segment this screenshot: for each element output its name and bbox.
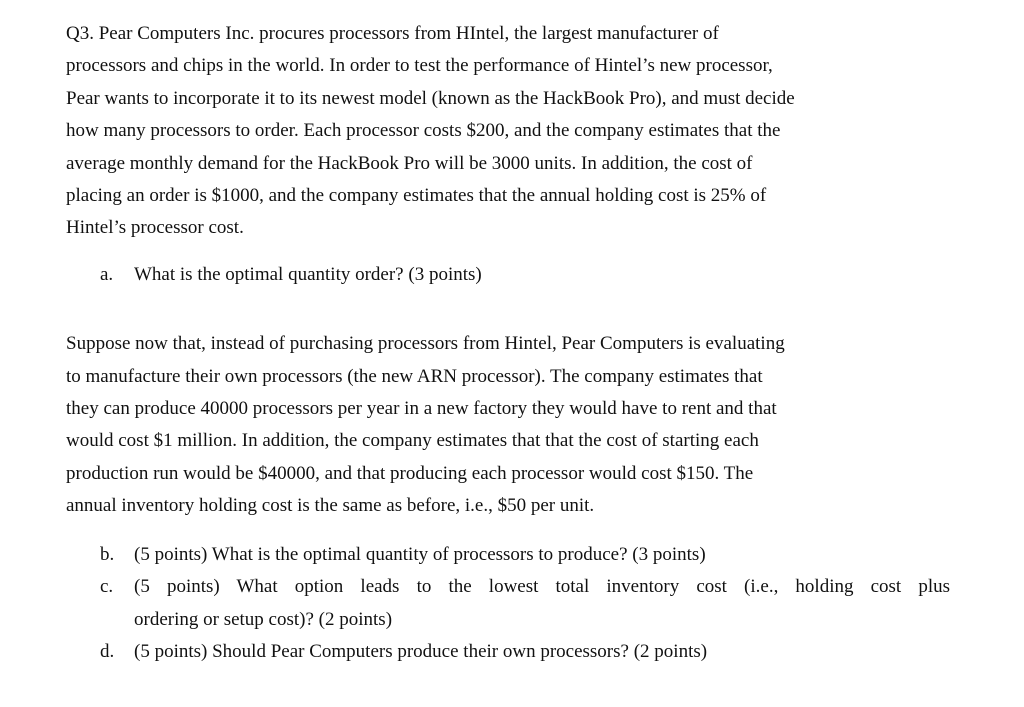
question-b (66, 539, 966, 571)
scenario-line: would cost $1 million. In addition, the company estimates that that the cost of starting each (66, 430, 759, 452)
question-b-text: (5 points) What is the optimal quantity of processors to produce? (3 points) (134, 543, 706, 565)
question-a-list (66, 259, 966, 291)
question-c (66, 571, 966, 636)
question-c-marker: c. (100, 576, 114, 598)
scenario-paragraph (66, 328, 966, 522)
question-a-marker: a. (100, 263, 114, 285)
intro-line: Hintel’s processor cost. (66, 217, 244, 239)
problem-page (66, 18, 966, 668)
intro-line: Q3. Pear Computers Inc. procures processors from HIntel, the largest manufacturer of (66, 23, 719, 44)
question-a (66, 259, 966, 291)
scenario-line: Suppose now that, instead of purchasing processors from Hintel, Pear Computers is evaluating (66, 333, 785, 355)
problem-intro-paragraph (66, 18, 966, 245)
question-bcd-list (66, 539, 966, 669)
intro-line: processors and chips in the world. In order to test the performance of Hintel’s new processor, (66, 55, 773, 77)
question-d (66, 636, 966, 668)
scenario-line: annual inventory holding cost is the same as before, i.e., $50 per unit. (66, 495, 595, 517)
intro-line: average monthly demand for the HackBook Pro will be 3000 units. In addition, the cost of (66, 152, 753, 174)
intro-line: how many processors to order. Each processor costs $200, and the company estimates that the (66, 120, 781, 142)
question-a-text: What is the optimal quantity order? (3 points) (134, 263, 482, 285)
intro-line: placing an order is $1000, and the company estimates that the annual holding cost is 25% of (66, 185, 767, 207)
scenario-line: production run would be $40000, and that producing each processor would cost $150. The (66, 462, 754, 484)
question-c-text-line: (5 points) What option leads to the lowest total inventory cost (i.e., holding cost plus (134, 576, 950, 598)
scenario-line: to manufacture their own processors (the new ARN processor). The company estimates that (66, 365, 763, 387)
intro-line: Pear wants to incorporate it to its newest model (known as the HackBook Pro), and must decide (66, 87, 795, 109)
question-c-text-line: ordering or setup cost)? (2 points) (134, 608, 393, 630)
question-b-marker: b. (100, 543, 115, 565)
scenario-line: they can produce 40000 processors per year in a new factory they would have to rent and that (66, 398, 777, 420)
question-d-marker: d. (100, 640, 115, 662)
question-d-text: (5 points) Should Pear Computers produce their own processors? (2 points) (134, 640, 708, 662)
